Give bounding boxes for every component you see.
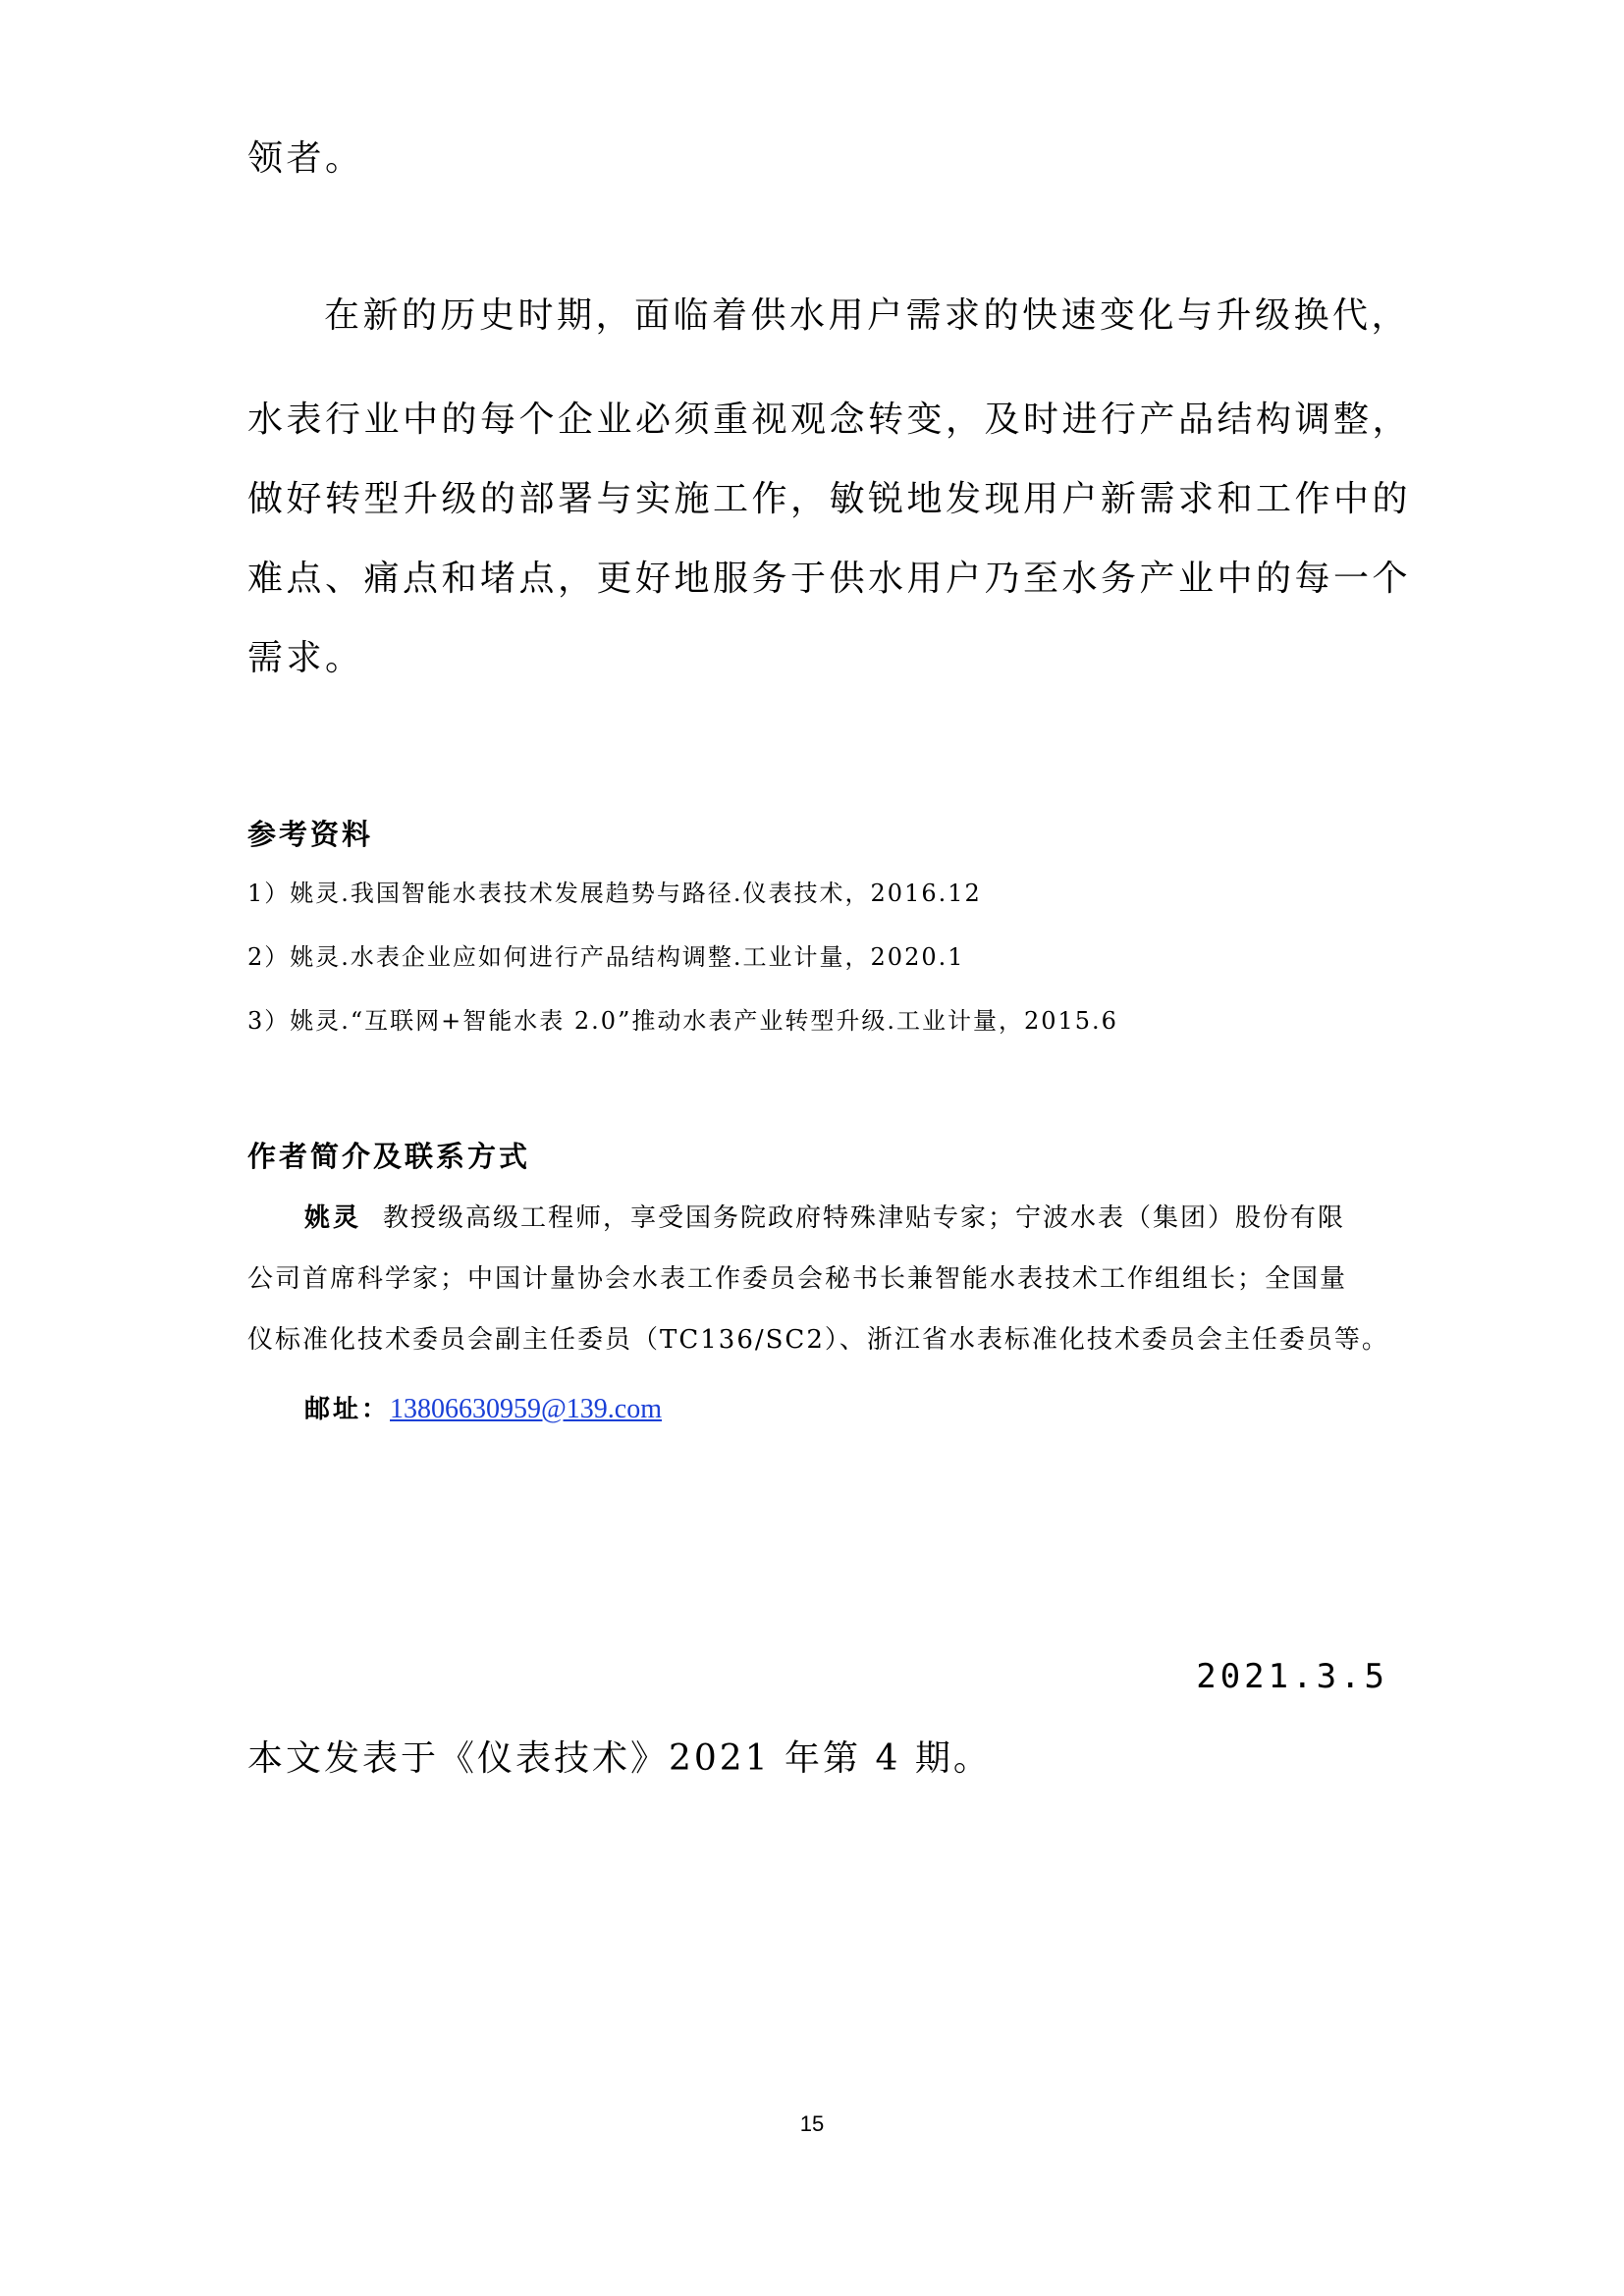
paragraph-line-4: 难点、痛点和堵点，更好地服务于供水用户乃至水务产业中的每一个	[247, 559, 1412, 599]
email-link[interactable]: 13806630959@139.com	[390, 1394, 663, 1424]
paragraph-line-1: 在新的历史时期，面临着供水用户需求的快速变化与升级换代，	[324, 295, 1411, 336]
paragraph-tail: 领者。	[247, 138, 364, 179]
email-label: 邮址：	[304, 1395, 391, 1424]
publication-note: 本文发表于《仪表技术》2021 年第 4 期。	[247, 1738, 992, 1779]
author-email-row	[304, 1392, 662, 1427]
reference-item-1: 1）姚灵.我国智能水表技术发展趋势与路径.仪表技术，2016.12	[247, 880, 982, 907]
author-bio-text-1: 教授级高级工程师，享受国务院政府特殊津贴专家；宁波水表（集团）股份有限	[383, 1203, 1346, 1233]
paragraph-line-5: 需求。	[247, 638, 364, 678]
document-date: 2021.3.5	[1196, 1657, 1388, 1696]
author-bio-line-3: 仪标准化技术委员会副主任委员（TC136/SC2）、浙江省水表标准化技术委员会主任委员等。	[247, 1325, 1389, 1355]
reference-item-3: 3）姚灵.“互联网+智能水表 2.0”推动水表产业转型升级.工业计量，2015.6	[247, 1007, 1118, 1035]
page-number: 15	[799, 2111, 825, 2136]
author-name: 姚灵	[304, 1203, 362, 1233]
references-heading: 参考资料	[247, 818, 374, 851]
author-heading: 作者简介及联系方式	[247, 1140, 531, 1173]
paragraph-line-3: 做好转型升级的部署与实施工作，敏锐地发现用户新需求和工作中的	[247, 479, 1412, 519]
reference-item-2: 2）姚灵.水表企业应如何进行产品结构调整.工业计量，2020.1	[247, 943, 965, 971]
paragraph-line-2: 水表行业中的每个企业必须重视观念转变，及时进行产品结构调整，	[247, 400, 1412, 440]
author-bio-line-1	[304, 1201, 1345, 1236]
author-bio-line-2: 公司首席科学家；中国计量协会水表工作委员会秘书长兼智能水表技术工作组组长；全国量	[247, 1264, 1348, 1294]
